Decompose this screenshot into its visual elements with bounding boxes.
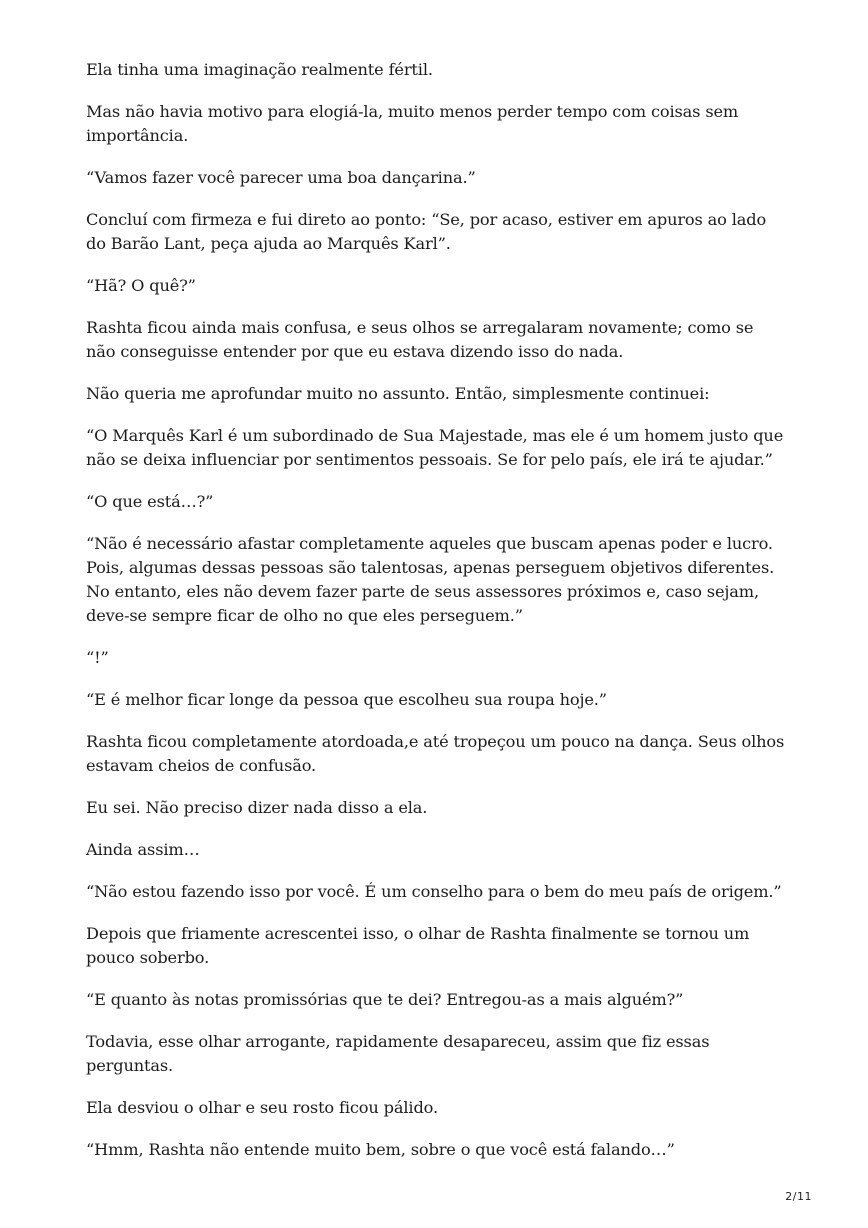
paragraph: “Não estou fazendo isso por você. É um conselho para o bem do meu país de origem.” (86, 882, 782, 901)
paragraph: “E quanto às notas promissórias que te dei? Entregou-as a mais alguém?” (86, 990, 684, 1009)
paragraph: Ainda assim… (86, 840, 200, 859)
paragraph: Mas não havia motivo para elogiá-la, muito menos perder tempo com coisas sem importância. (86, 102, 739, 145)
paragraph: “Hã? O quê?” (86, 276, 196, 295)
paragraph: “!” (86, 648, 109, 667)
page-number: 2/11 (785, 1190, 812, 1203)
paragraph: “Não é necessário afastar completamente aqueles que buscam apenas poder e lucro. Pois, algumas dessas pessoas são talentosas, apenas perseguem objetivos diferentes. No entanto, eles não devem fazer parte de seus assessores próximos e, caso sejam, deve-se sempre ficar de olho no que eles perseguem.” (86, 534, 775, 625)
paragraph: Eu sei. Não preciso dizer nada disso a ela. (86, 798, 428, 817)
paragraph: Depois que friamente acrescentei isso, o olhar de Rashta finalmente se tornou um pouco soberbo. (86, 924, 750, 967)
paragraph: Ela tinha uma imaginação realmente fértil. (86, 60, 433, 79)
paragraph: “O que está…?” (86, 492, 214, 511)
document-body (86, 58, 786, 1180)
paragraph: Concluí com firmeza e fui direto ao ponto: “Se, por acaso, estiver em apuros ao lado do Barão Lant, peça ajuda ao Marquês Karl”. (86, 210, 767, 253)
paragraph: Rashta ficou completamente atordoada,e até tropeçou um pouco na dança. Seus olhos estavam cheios de confusão. (86, 732, 785, 775)
paragraph: Não queria me aprofundar muito no assunto. Então, simplesmente continuei: (86, 384, 710, 403)
paragraph: “E é melhor ficar longe da pessoa que escolheu sua roupa hoje.” (86, 690, 607, 709)
paragraph: “Vamos fazer você parecer uma boa dançarina.” (86, 168, 476, 187)
paragraph: Todavia, esse olhar arrogante, rapidamente desapareceu, assim que fiz essas perguntas. (86, 1032, 710, 1075)
paragraph: Ela desviou o olhar e seu rosto ficou pálido. (86, 1098, 438, 1117)
paragraph: “Hmm, Rashta não entende muito bem, sobre o que você está falando…” (86, 1140, 675, 1159)
paragraph: Rashta ficou ainda mais confusa, e seus olhos se arregalaram novamente; como se não conseguisse entender por que eu estava dizendo isso do nada. (86, 318, 754, 361)
paragraph: “O Marquês Karl é um subordinado de Sua Majestade, mas ele é um homem justo que não se deixa influenciar por sentimentos pessoais. Se for pelo país, ele irá te ajudar.” (86, 426, 784, 469)
